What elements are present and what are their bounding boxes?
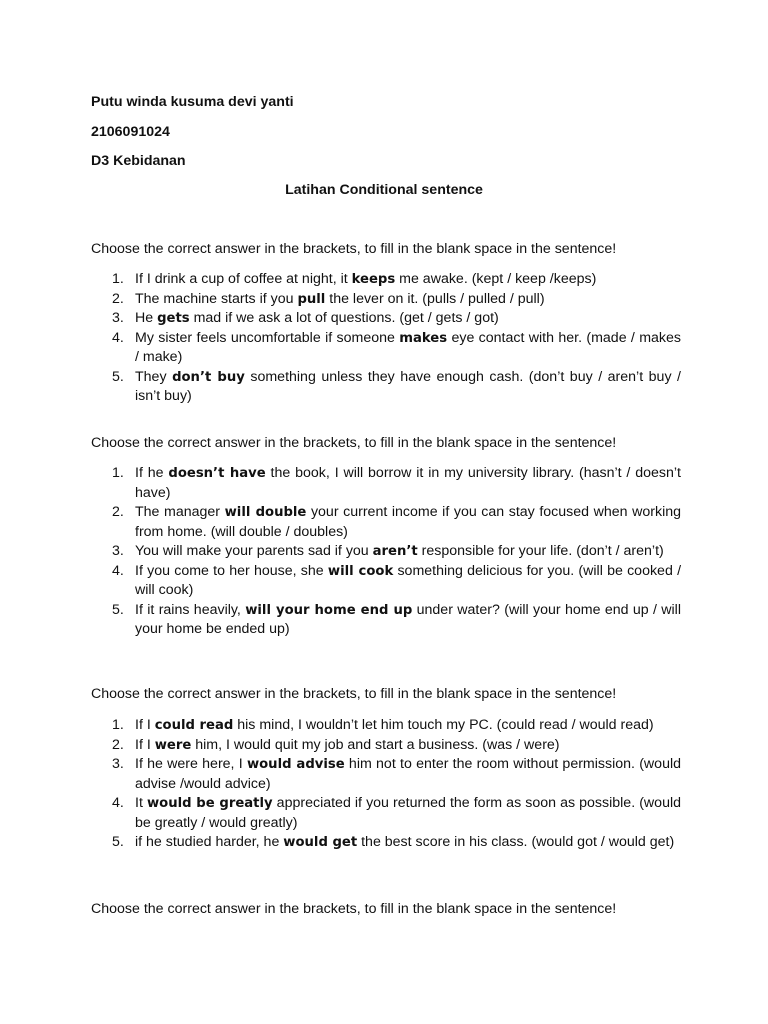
document-title: Latihan Conditional sentence: [285, 182, 483, 198]
list-item: 1. If I could read his mind, I wouldn’t let him touch my PC. (could read / would read): [112, 717, 654, 733]
answer: would be greatly: [146, 796, 273, 811]
list-item: 3. If he were here, I would advise him not to enter the room without permission. (would advise /would advice): [112, 756, 682, 792]
list-item: 1. If I drink a cup of coffee at night, it keeps me awake. (kept / keep /keeps): [112, 271, 597, 287]
list-item: 3. You will make your parents sad if you aren’t responsible for your life. (don’t / aren’t): [112, 543, 664, 559]
student-id: 2106091024: [91, 124, 170, 140]
list-item: 5. If it rains heavily, will your home end up under water? (will your home end up / will your home be ended up): [112, 601, 681, 637]
list-item: 2. If I were him, I would quit my job and start a business. (was / were): [112, 736, 560, 753]
answer: could read: [154, 718, 234, 733]
answer: gets: [157, 311, 190, 326]
answer: aren’t: [372, 544, 418, 559]
section-2-instruction: Choose the correct answer in the brackets, to fill in the blank space in the sentence!: [91, 435, 617, 451]
list-item: 4. It would be greatly appreciated if you returned the form as soon as possible. (would be greatly / would greatly): [112, 795, 682, 831]
list-item: 4. My sister feels uncomfortable if someone makes eye contact with her. (made / makes / make): [112, 329, 682, 365]
answer: would get: [283, 835, 358, 850]
answer: will cook: [327, 563, 394, 579]
answer: doesn’t have: [168, 466, 266, 481]
study-program: D3 Kebidanan: [91, 153, 186, 169]
answer: will double: [224, 505, 307, 520]
list-item: 2. The manager will double your current income if you can stay focused when working from home. (will double / doubles): [112, 504, 681, 540]
list-item: 3. He gets mad if we ask a lot of questions. (get / gets / got): [112, 310, 499, 326]
section-3-instruction: Choose the correct answer in the brackets, to fill in the blank space in the sentence!: [91, 686, 617, 702]
section-1-list: [91, 270, 681, 407]
section-4-instruction: Choose the correct answer in the brackets, to fill in the blank space in the sentence!: [91, 901, 617, 917]
section-2-list: [91, 464, 681, 640]
answer: keeps: [351, 272, 396, 287]
section-1-instruction: Choose the correct answer in the brackets, to fill in the blank space in the sentence!: [91, 241, 617, 257]
answer: were: [154, 737, 192, 753]
section-3-list: [91, 716, 681, 853]
list-item: 1. If he doesn’t have the book, I will borrow it in my university library. (hasn’t / doesn’t have): [112, 465, 681, 501]
answer: makes: [399, 330, 448, 346]
list-item: 5. They don’t buy something unless they have enough cash. (don’t buy / aren’t buy / isn’t buy): [112, 368, 681, 404]
list-item: 4. If you come to her house, she will cook something delicious for you. (will be cooked / will cook): [112, 562, 682, 598]
answer: don’t buy: [172, 369, 245, 385]
list-item: 2. The machine starts if you pull the lever on it. (pulls / pulled / pull): [112, 290, 545, 307]
student-name: Putu winda kusuma devi yanti: [91, 94, 294, 110]
answer: pull: [297, 291, 326, 307]
answer: would advise: [246, 757, 345, 772]
answer: will your home end up: [245, 602, 413, 618]
list-item: 5. if he studied harder, he would get the best score in his class. (would got / would get): [112, 834, 675, 850]
